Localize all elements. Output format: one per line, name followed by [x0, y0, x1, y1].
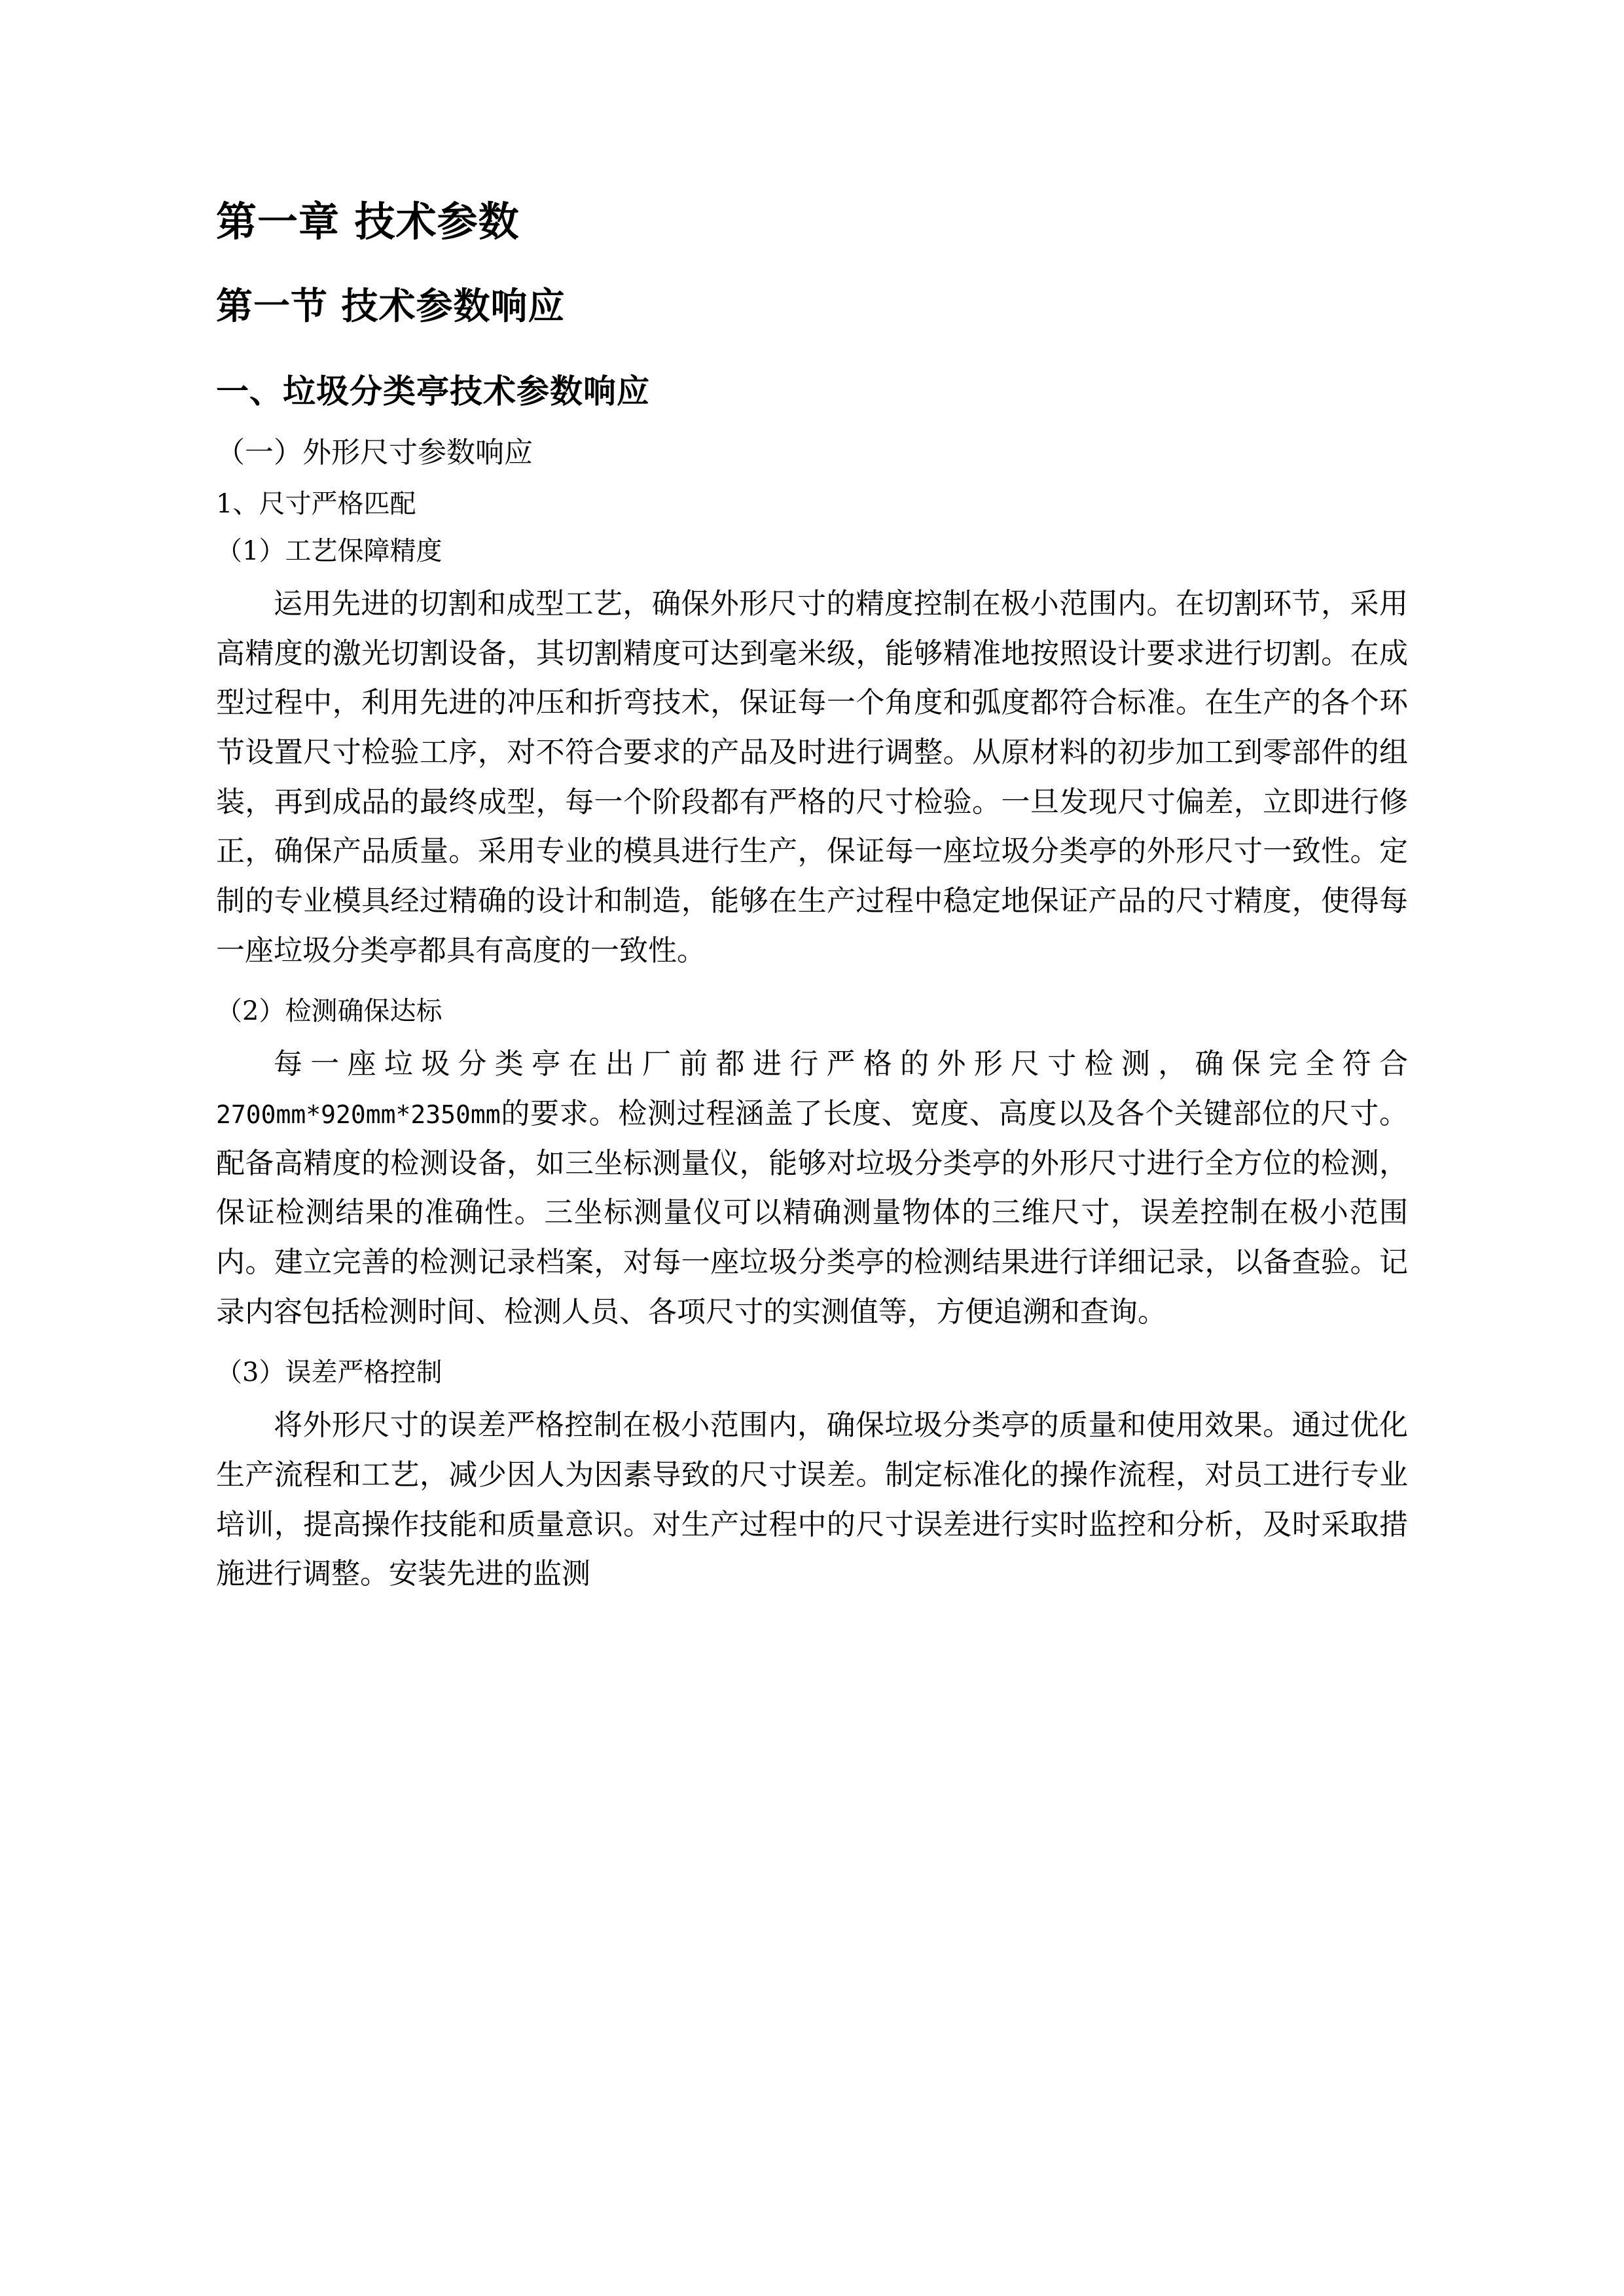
item-heading: 1、尺寸严格匹配 [216, 488, 416, 519]
chapter-heading: 第一章 技术参数 [216, 198, 520, 245]
block-1-paragraph: 运用先进的切割和成型工艺，确保外形尺寸的精度控制在极小范围内。在切割环节，采用高精度的激光切割设备，其切割精度可达到毫米级，能够精准地按照设计要求进行切割。在成型过程中，利用先进的冲压和折弯技术，保证每一个角度和弧度都符合标准。在生产的各个环节设置尺寸检验工序，对不符合要求的产品及时进行调整。从原材料的初步加工到零部件的组装，再到成品的最终成型，每一个阶段都有严格的尺寸检验。一旦发现尺寸偏差，立即进行修正，确保产品质量。采用专业的模具进行生产，保证每一座垃圾分类亭的外形尺寸一致性。定制的专业模具经过精确的设计和制造，能够在生产过程中稳定地保证产品的尺寸精度，使得每一座垃圾分类亭都具有高度的一致性。 [216, 586, 1408, 967]
block-3-heading: （3）误差严格控制 [216, 1357, 442, 1388]
block-2-text-pre: 每一座垃圾分类亭在出厂前都进行严格的外形尺寸检测，确保完全符合 [274, 1047, 1408, 1081]
block-1-heading: （1）工艺保障精度 [216, 535, 442, 566]
block-2-paragraph [216, 1039, 1408, 1336]
block-2-text-post: 的要求。检测过程涵盖了长度、宽度、高度以及各个关键部位的尺寸。配备高精度的检测设备，如三坐标测量仪，能够对垃圾分类亭的外形尺寸进行全方位的检测，保证检测结果的准确性。三坐标测量仪可以精确测量物体的三维尺寸，误差控制在极小范围内。建立完善的检测记录档案，对每一座垃圾分类亭的检测结果进行详细记录，以备查验。记录内容包括检测时间、检测人员、各项尺寸的实测值等，方便追溯和查询。 [216, 1097, 1408, 1329]
document-body [216, 196, 1408, 1599]
group-heading: （一）外形尺寸参数响应 [216, 435, 533, 469]
dimension-value: 2700mm*920mm*2350mm [216, 1100, 501, 1130]
block-2-heading: （2）检测确保达标 [216, 996, 442, 1027]
section-heading: 第一节 技术参数响应 [216, 285, 566, 328]
block-3-paragraph: 将外形尺寸的误差严格控制在极小范围内，确保垃圾分类亭的质量和使用效果。通过优化生产流程和工艺，减少因人为因素导致的尺寸误差。制定标准化的操作流程，对员工进行专业培训，提高操作技能和质量意识。对生产过程中的尺寸误差进行实时监控和分析，及时采取措施进行调整。安装先进的监测 [216, 1408, 1408, 1591]
subsection-heading: 一、垃圾分类亭技术参数响应 [216, 372, 650, 410]
